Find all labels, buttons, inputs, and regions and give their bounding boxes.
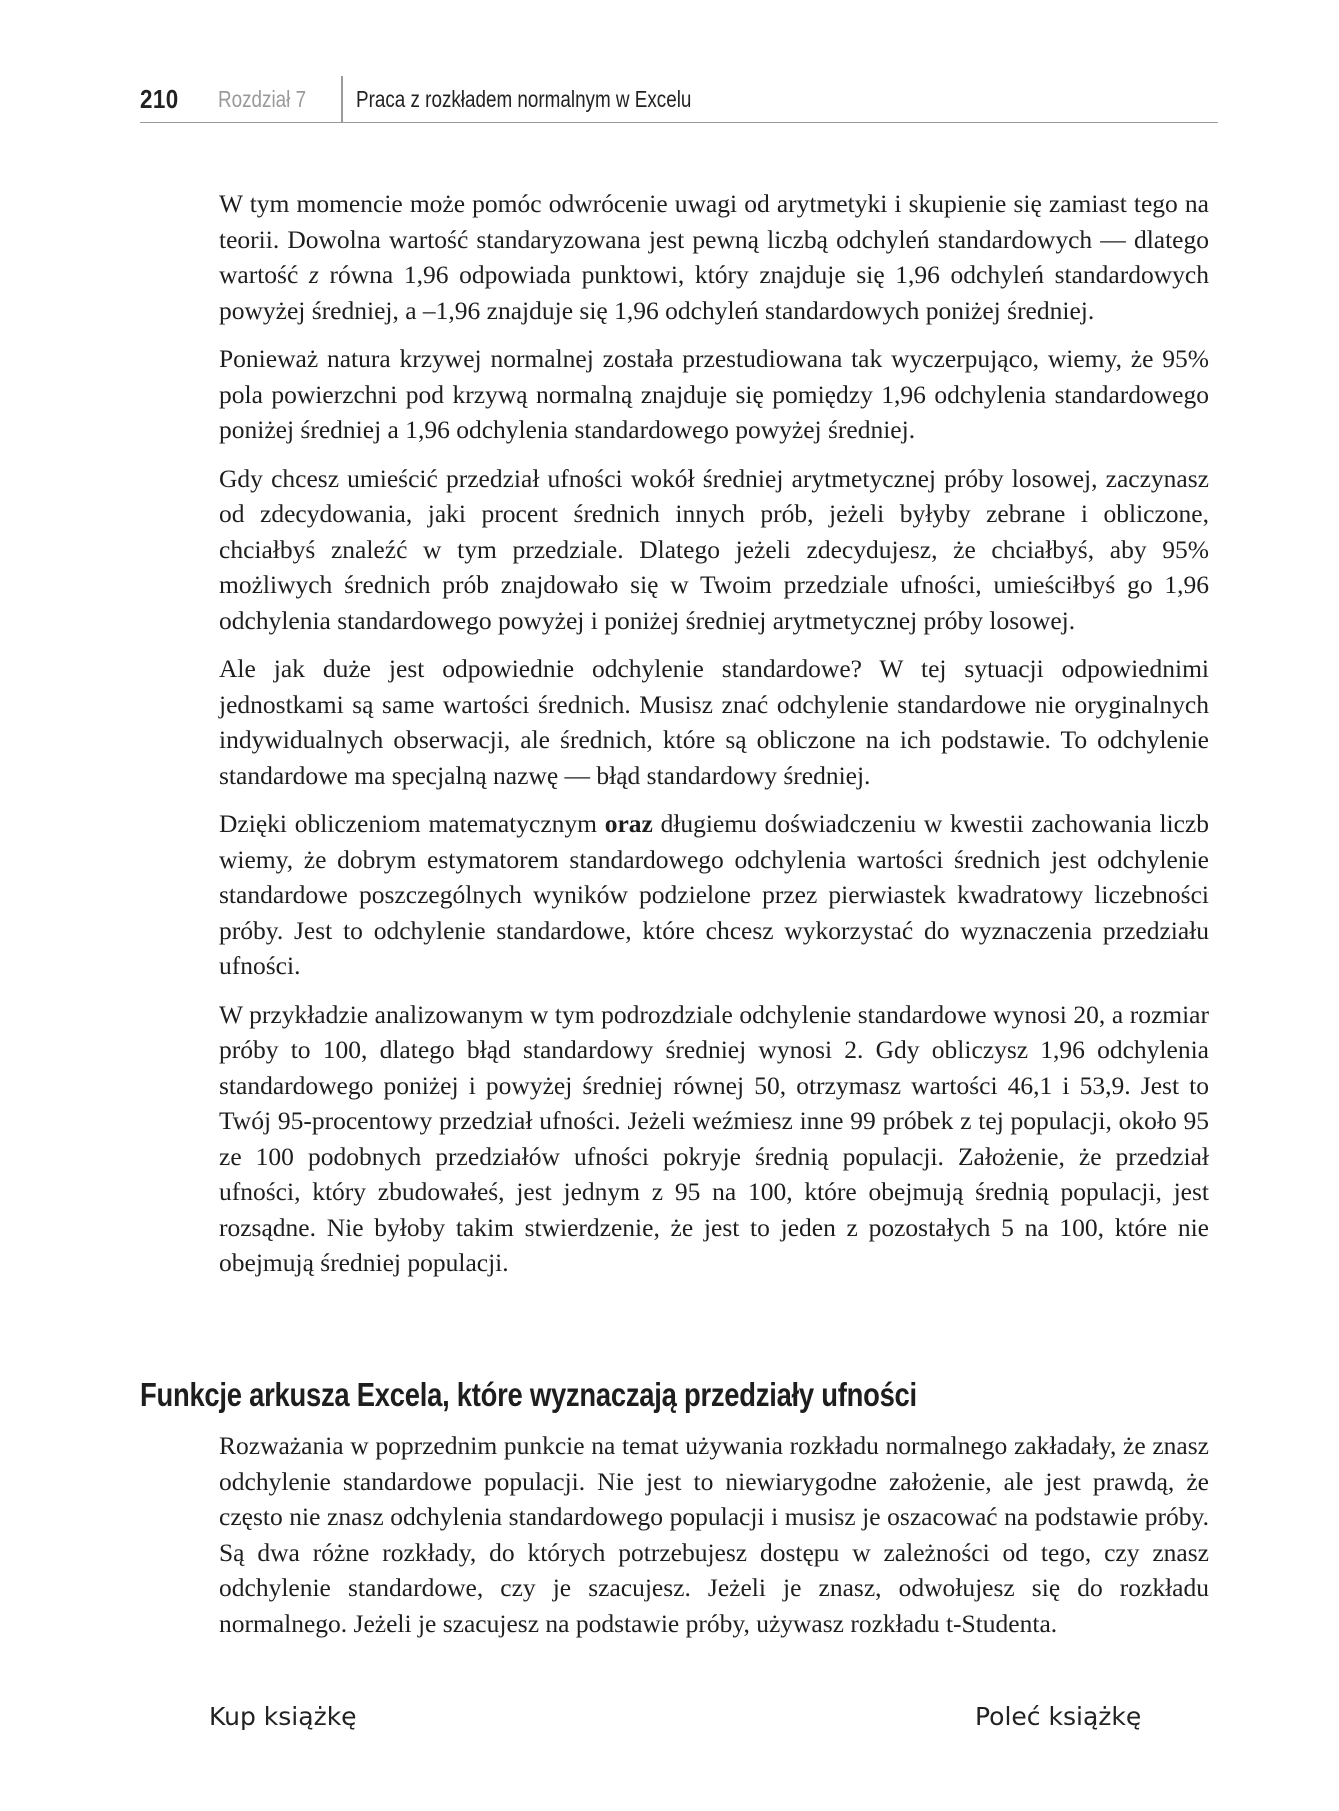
bold-word: oraz xyxy=(604,809,653,838)
recommend-book-link[interactable]: Poleć książkę xyxy=(975,1702,1142,1731)
header-divider xyxy=(341,76,343,122)
paragraph-1: W tym momencie może pomóc odwrócenie uwagi od arytmetyki i skupienie się zamiast tego na teorii. Dowolna wartość standaryzowana jest pewną liczbą odchyleń standardowych — dlatego wartość z równa 1,96 odpowiada punktowi, który znajduje się 1,96 odchyleń standardowych powyżej średniej, a –1,96 znajduje się 1,96 odchyleń standardowych poniżej średniej. xyxy=(219,189,1209,325)
paragraph-3: Gdy chcesz umieścić przedział ufności wokół średniej arytmetycznej próby losowej, zaczynasz od zdecydowania, jaki procent średnich innych prób, jeżeli byłyby zebrane i obliczone, chciałbyś znaleźć w tym przedziale. Dlatego jeżeli zdecydujesz, że chciałbyś, aby 95% możliwych średnich prób znajdowało się w Twoim przedziale ufności, umieściłbyś go 1,96 odchylenia standardowego powyżej i poniżej średniej arytmetycznej próby losowej. xyxy=(219,463,1209,635)
chapter-label: Rozdział 7 xyxy=(218,86,307,112)
paragraph-6: W przykładzie analizowanym w tym podrozdziale odchylenie standardowe wynosi 20, a rozmiar próby to 100, dlatego błąd standardowy średniej wynosi 2. Gdy obliczysz 1,96 odchylenia standardowego poniżej i powyżej średniej równej 50, otrzymasz wartości 46,1 i 53,9. Jest to Twój 95-procentowy przedział ufności. Jeżeli weźmiesz inne 99 próbek z tej populacji, około 95 ze 100 podobnych przedziałów ufności pokryje średnią populacji. Założenie, że przedział ufności, który zbudowałeś, jest jednym z 95 na 100, które obejmują średnią populacji, jest rozsądne. Nie byłoby takim stwierdzenie, że jest to jeden z pozostałych 5 na 100, które nie obejmują średniej populacji. xyxy=(219,999,1209,1277)
paragraph-5: Dzięki obliczeniom matematycznym oraz długiemu doświadczeniu w kwestii zachowania liczb wiemy, że dobrym estymatorem standardowego odchylenia wartości średnich jest odchylenie standardowe poszczególnych wyników podzielone przez pierwiastek kwadratowy liczebności próby. Jest to odchylenie standardowe, które chcesz wykorzystać do wyznaczenia przedziału ufności. xyxy=(219,809,1210,980)
section-heading: Funkcje arkusza Excela, które wyznaczają przedziały ufności xyxy=(140,1376,917,1413)
body-text xyxy=(219,186,1209,1294)
running-header xyxy=(140,78,1218,123)
chapter-title: Praca z rozkładem normalnym w Excelu xyxy=(356,86,692,112)
buy-book-link[interactable]: Kup książkę xyxy=(209,1702,357,1731)
page-number: 210 xyxy=(140,84,179,114)
paragraph-2: Ponieważ natura krzywej normalnej została przestudiowana tak wyczerpująco, wiemy, że 95% pola powierzchni pod krzywą normalną znajduje się pomiędzy 1,96 odchylenia standardowego poniżej średniej a 1,96 odchylenia standardowego powyżej średniej. xyxy=(219,344,1209,444)
section-paragraph-1: Rozważania w poprzednim punkcie na temat używania rozkładu normalnego zakładały, że znasz odchylenie standardowe populacji. Nie jest to niewiarygodne założenie, ale jest prawdą, że często nie znasz odchylenia standardowego populacji i musisz je oszacować na podstawie próby. Są dwa różne rozkłady, do których potrzebujesz dostępu w zależności od tego, czy znasz odchylenie standardowe, czy je szacujesz. Jeżeli je znasz, odwołujesz się do rozkładu normalnego. Jeżeli je szacujesz na podstawie próby, używasz rozkładu t-Studenta. xyxy=(219,1431,1209,1638)
variable-z: z xyxy=(308,260,319,289)
section-body xyxy=(219,1428,1209,1654)
paragraph-4: Ale jak duże jest odpowiednie odchylenie standardowe? W tej sytuacji odpowiednimi jednostkami są same wartości średnich. Musisz znać odchylenie standardowe nie oryginalnych indywidualnych obserwacji, ale średnich, które są obliczone na ich podstawie. To odchylenie standardowe ma specjalną nazwę — błąd standardowy średniej. xyxy=(219,654,1209,790)
